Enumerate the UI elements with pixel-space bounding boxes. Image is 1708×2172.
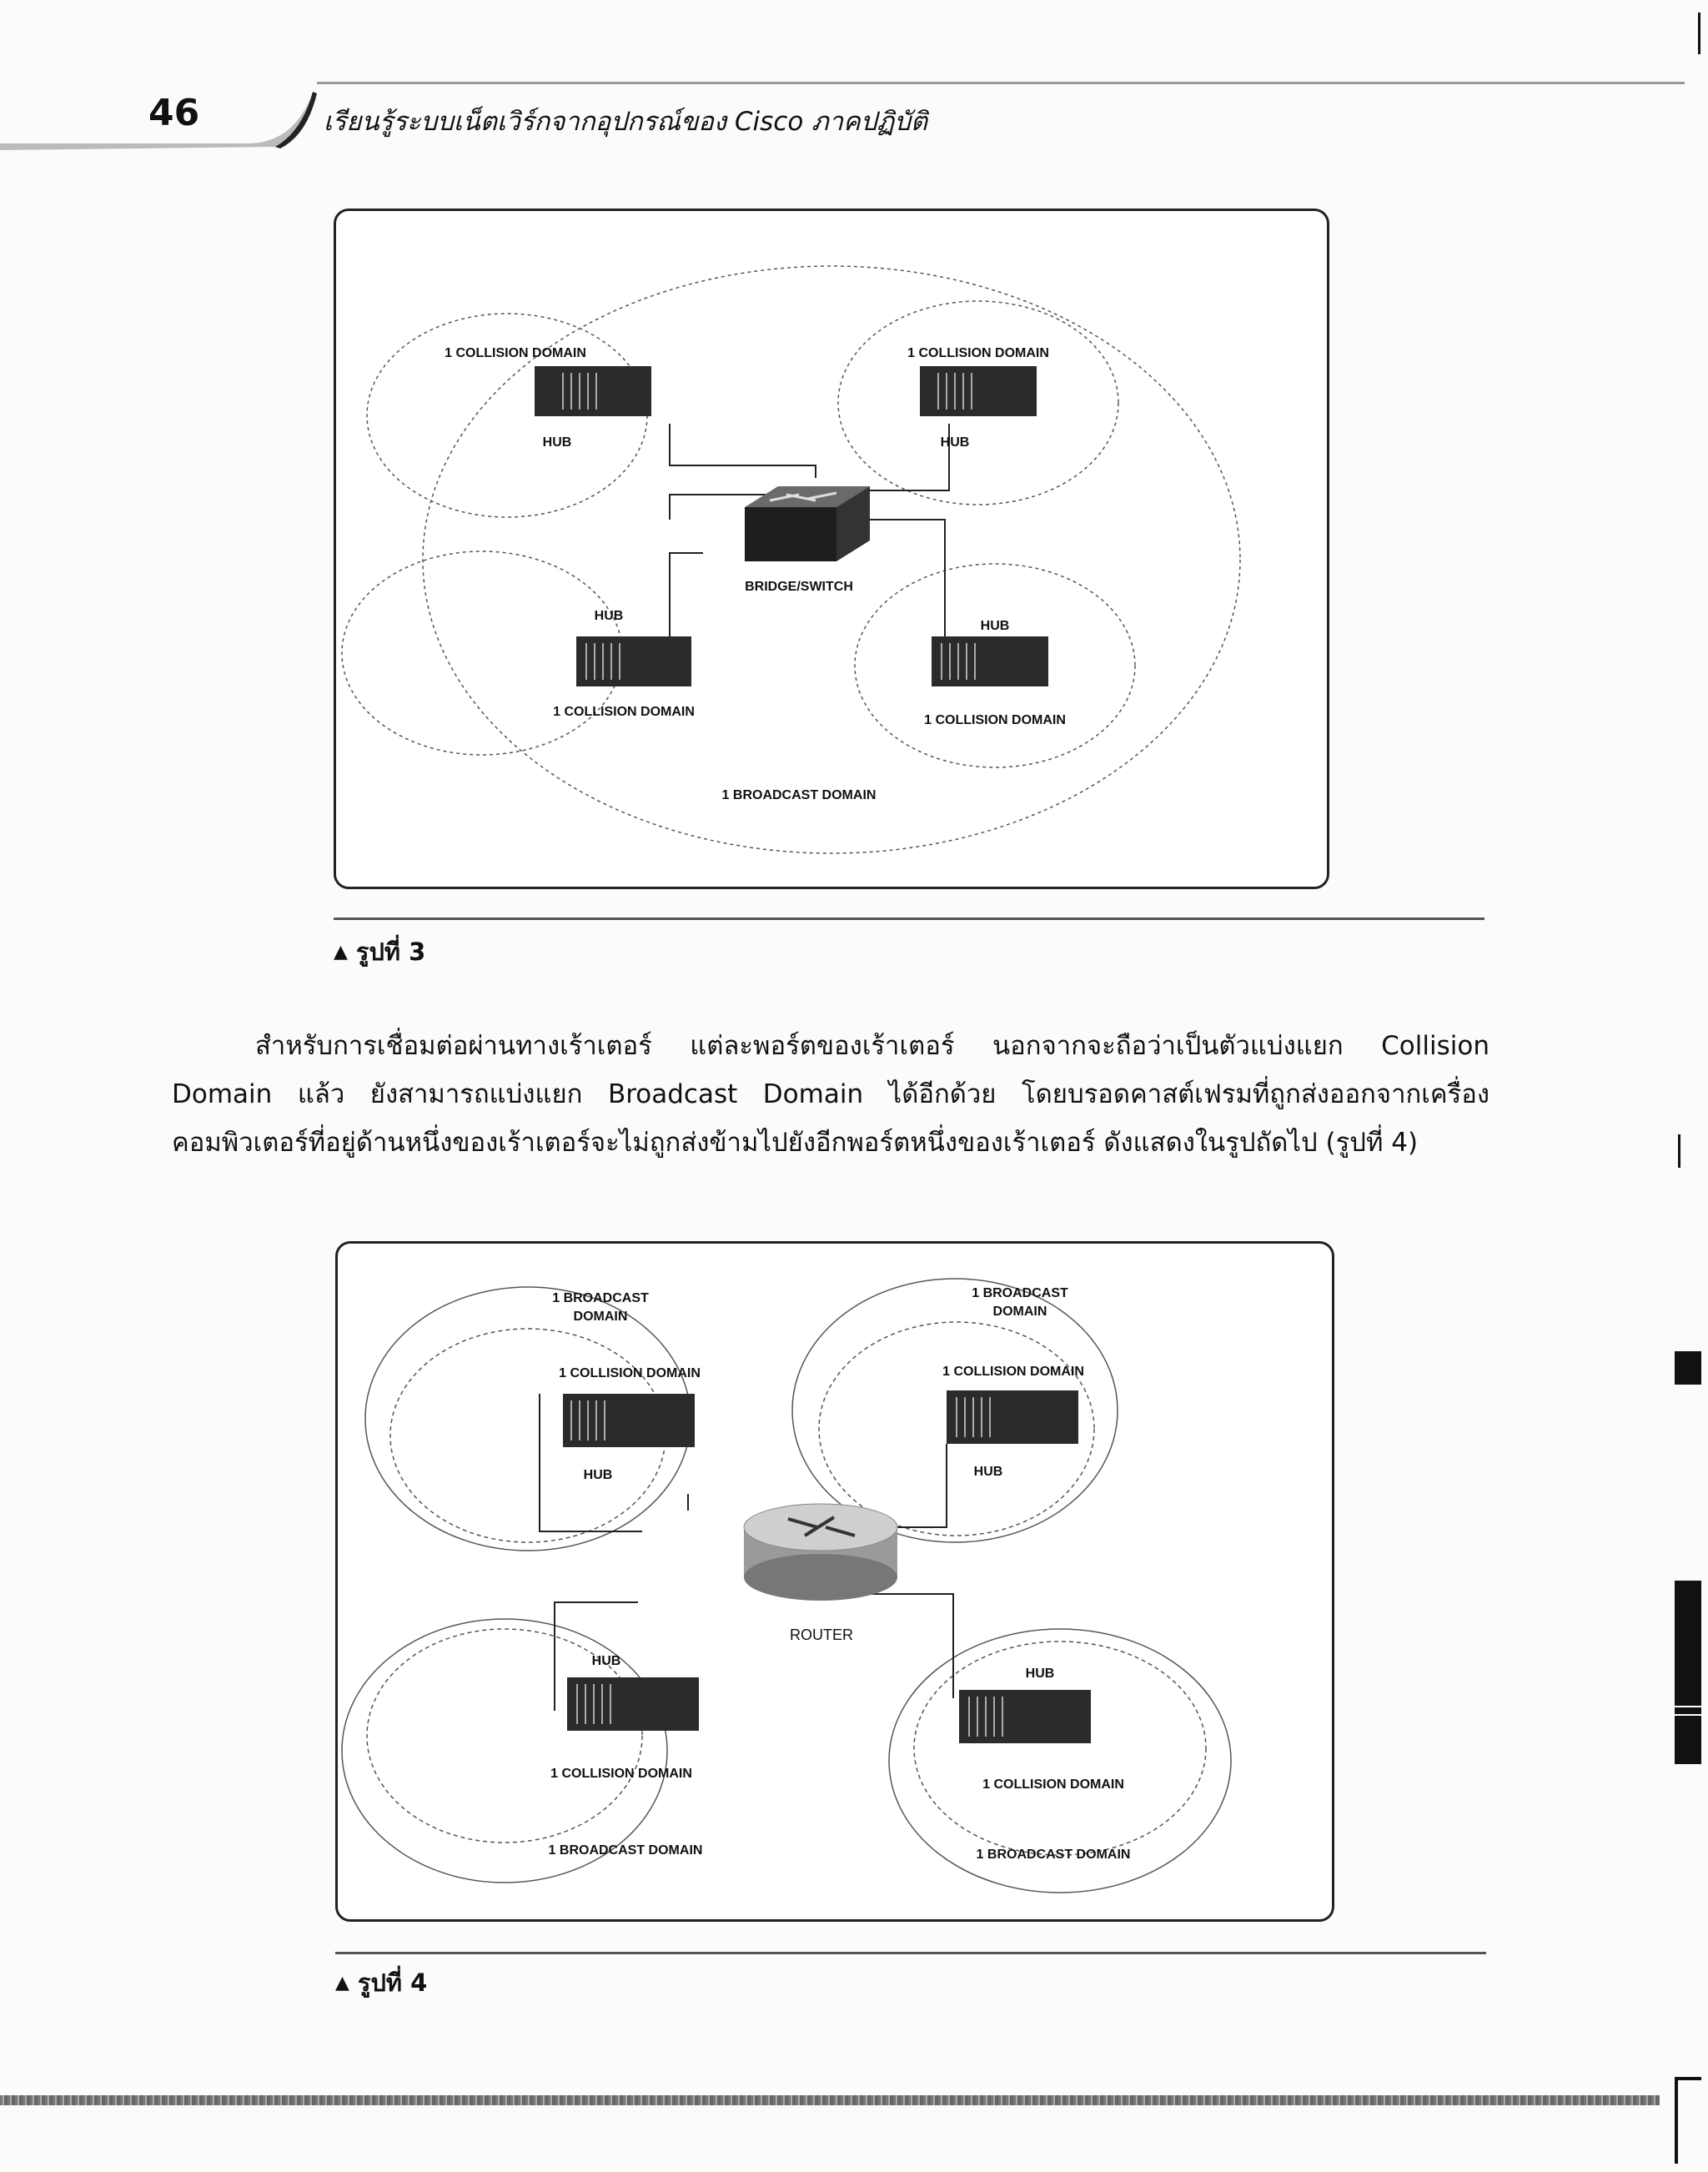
figure-4	[335, 1241, 1334, 1922]
switch-label: BRIDGE/SWITCH	[745, 580, 853, 594]
hub-icon	[947, 1390, 1078, 1444]
link	[888, 1444, 947, 1527]
router-icon	[744, 1504, 897, 1601]
triangle-icon: ▲	[335, 1972, 349, 1994]
hub-icon	[567, 1677, 699, 1731]
router-label: ROUTER	[790, 1626, 853, 1643]
body-paragraph-text: สำหรับการเชื่อมต่อผ่านทางเร้าเตอร์ แต่ละพอร์ตของเร้าเตอร์ นอกจากจะถือว่าเป็นตัวแบ่งแยก Collision Domain แล้ว ยังสามารถแบ่งแยก Broadcast Domain ได้อีกด้วย โดยบรอดคาสต์เฟรมที่ถูกส่งออกจากเครื่องคอมพิวเตอร์ที่อยู่ด้านหนึ่งของเร้าเตอร์จะไม่ถูกส่งข้ามไปยังอีกพอร์ตหนึ่งของเร้าเตอร์ ดังแสดงในรูปถัดไป (รูปที่ 4)	[172, 1031, 1489, 1158]
hub-icon	[576, 636, 691, 686]
link	[670, 553, 703, 636]
figure-3-caption	[334, 933, 425, 971]
figure-4-rule	[335, 1952, 1486, 1954]
thumb-tab-mark	[1675, 1581, 1701, 1764]
figure-3-rule	[334, 918, 1484, 920]
hub-label: HUB	[1025, 1667, 1055, 1681]
figure-3-caption-text: รูปที่ 3	[355, 938, 426, 966]
switch-icon	[745, 486, 870, 561]
hub-icon	[920, 366, 1037, 416]
figure-3-diagram	[336, 211, 1327, 887]
collision-domain-label: 1 COLLISION DOMAIN	[942, 1365, 1084, 1379]
collision-domain-label: 1 COLLISION DOMAIN	[924, 713, 1066, 727]
figure-3	[334, 209, 1329, 889]
hub-icon	[959, 1690, 1091, 1743]
hub-icon	[535, 366, 651, 416]
thumb-tab-mark	[1675, 1351, 1701, 1385]
collision-domain-label: 1 COLLISION DOMAIN	[907, 346, 1049, 360]
hub-label: HUB	[973, 1465, 1003, 1479]
broadcast-domain-label-line1: 1 BROADCAST	[972, 1286, 1068, 1300]
figure-4-caption-text: รูปที่ 4	[357, 1968, 428, 1997]
margin-mark	[1678, 1134, 1680, 1168]
link	[870, 424, 949, 490]
hub-label: HUB	[940, 435, 970, 450]
hub-icon	[932, 636, 1048, 686]
collision-domain-label: 1 COLLISION DOMAIN	[559, 1366, 701, 1380]
book-title: เรียนรู้ระบบเน็ตเวิร์กจากอุปกรณ์ของ Cisco ภาคปฏิบัติ	[324, 107, 928, 137]
margin-mark	[1698, 13, 1700, 54]
header-rule	[317, 82, 1685, 84]
broadcast-domain-label: 1 BROADCAST DOMAIN	[976, 1848, 1131, 1862]
broadcast-domain-label-line2: DOMAIN	[992, 1305, 1047, 1319]
page-number: 46	[148, 92, 200, 134]
hub-label: HUB	[583, 1468, 613, 1482]
figure-4-diagram	[338, 1244, 1332, 1919]
body-paragraph	[172, 1022, 1489, 1167]
footer-bracket	[1675, 2077, 1701, 2164]
hub-label: HUB	[591, 1654, 621, 1668]
footer-bar	[0, 2095, 1660, 2105]
collision-domain-label: 1 COLLISION DOMAIN	[553, 705, 695, 719]
triangle-icon: ▲	[334, 941, 348, 963]
figure-4-caption	[335, 1963, 427, 2002]
link	[670, 424, 816, 478]
broadcast-domain-label: 1 BROADCAST DOMAIN	[721, 788, 877, 802]
hub-label: HUB	[542, 435, 572, 450]
hub-label: HUB	[594, 609, 624, 623]
collision-domain-label: 1 COLLISION DOMAIN	[982, 1777, 1124, 1792]
hub-icon	[563, 1394, 695, 1447]
broadcast-domain-label-line1: 1 BROADCAST	[552, 1291, 649, 1305]
collision-domain-label: 1 COLLISION DOMAIN	[445, 346, 586, 360]
collision-domain-ellipse	[914, 1642, 1206, 1855]
broadcast-domain-label-line2: DOMAIN	[573, 1310, 628, 1324]
collision-domain-label: 1 COLLISION DOMAIN	[550, 1767, 692, 1781]
hub-label: HUB	[980, 619, 1010, 633]
link	[788, 1594, 953, 1698]
broadcast-domain-label: 1 BROADCAST DOMAIN	[548, 1843, 703, 1858]
link	[870, 520, 945, 636]
